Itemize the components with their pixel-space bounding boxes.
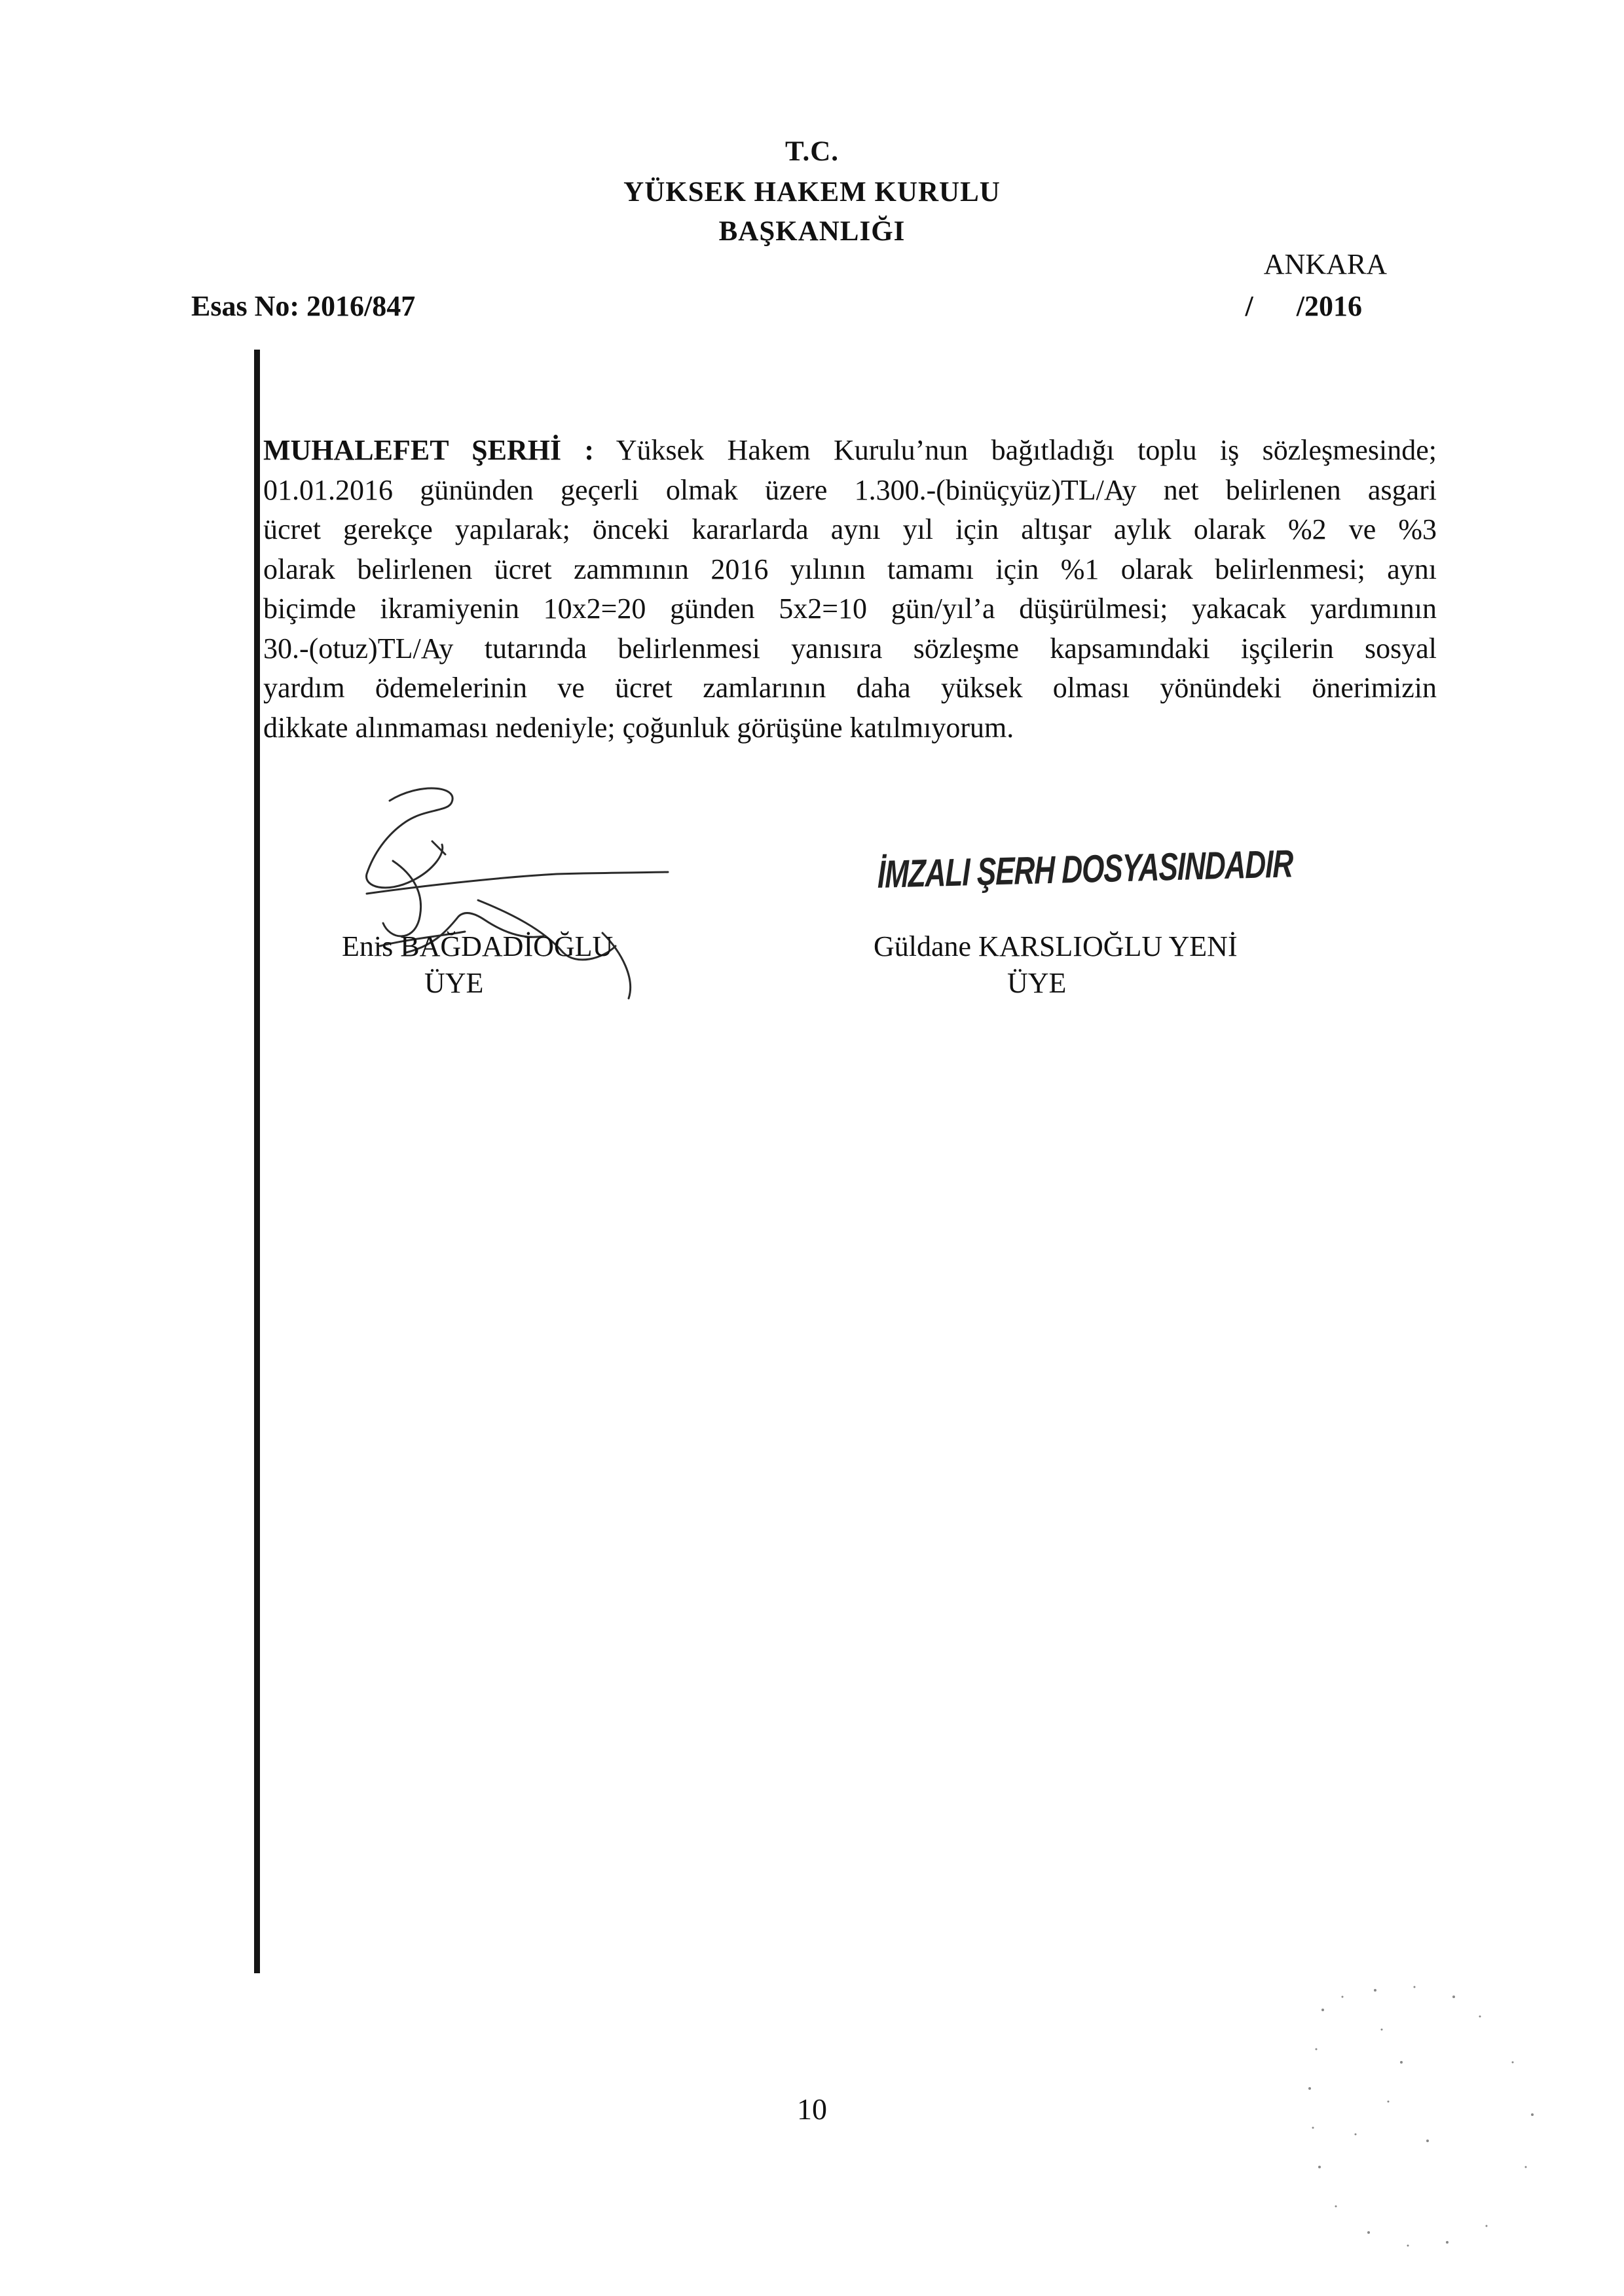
dissent-line: 01.01.2016 gününden geçerli olmak üzere 1.300.-(binüçyüz)TL/Ay net belirlenen asgari	[263, 473, 1437, 506]
dissent-body	[263, 431, 1437, 748]
page-number: 10	[797, 2092, 827, 2126]
handwritten-signature	[327, 782, 747, 1018]
signatory-name: Enis BAĞDADİOĞLU	[342, 930, 614, 962]
document-date: / /2016	[1245, 290, 1362, 322]
signed-dissent-stamp: İMZALI ŞERH DOSYASINDADIR	[877, 842, 1293, 897]
dissent-line: biçimde ikramiyenin 10x2=20 günden 5x2=10 gün/yıl’a düşürülmesi; yakacak yardımının	[263, 592, 1437, 625]
dissent-heading: MUHALEFET ŞERHİ :	[263, 434, 595, 466]
header-presidency: BAŞKANLIĞI	[718, 216, 906, 247]
signatory-name: Güldane KARSLIOĞLU YENİ	[874, 930, 1238, 962]
dissent-line: yardım ödemelerinin ve ücret zamlarının daha yüksek olması yönündeki önerimizin	[263, 672, 1437, 704]
signatory-role: ÜYE	[1007, 967, 1067, 999]
dissent-line: olarak belirlenen ücret zammının 2016 yılının tamamı için %1 olarak belirlenmesi; aynı	[263, 553, 1437, 585]
header-tc: T.C.	[784, 136, 840, 167]
dissent-line: ücret gerekçe yapılarak; önceki kararlarda aynı yıl için altışar aylık olarak %2 ve %3	[263, 513, 1437, 545]
signatory-role: ÜYE	[424, 967, 484, 999]
case-number: Esas No: 2016/847	[191, 290, 416, 322]
dissent-line: 30.-(otuz)TL/Ay tutarında belirlenmesi yanısıra sözleşme kapsamındaki işçilerin sosyal	[263, 632, 1437, 665]
header-institution: YÜKSEK HAKEM KURULU	[623, 177, 1001, 208]
place-name: ANKARA	[1263, 248, 1387, 280]
margin-bar	[254, 350, 260, 1973]
dissent-line: Yüksek Hakem Kurulu’nun bağıtladığı toplu iş sözleşmesinde;	[616, 434, 1437, 466]
dissent-first-line	[263, 431, 1437, 471]
faint-stamp-mark	[1297, 1971, 1572, 2272]
dissent-line: dikkate alınmaması nedeniyle; çoğunluk görüşüne katılmıyorum.	[263, 711, 1014, 744]
